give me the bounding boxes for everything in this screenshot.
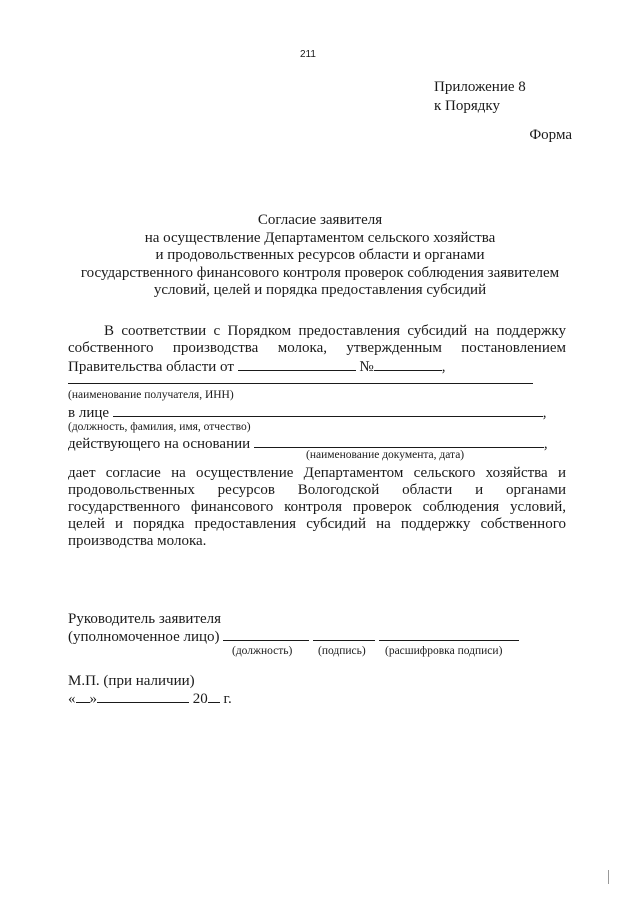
decoding-blank[interactable]: [379, 628, 519, 641]
signature-hint: (подпись): [318, 645, 366, 657]
paragraph-line: В соответствии с Порядком предоставления субсидий на поддержку: [104, 323, 566, 339]
person-label: в лице: [68, 405, 110, 421]
title-line: Согласие заявителя: [257, 212, 383, 228]
resolution-date-line: [68, 358, 566, 376]
quote-close: »: [89, 691, 97, 707]
appendix-line-2: к Порядку: [434, 98, 500, 114]
title-line: условий, целей и порядка предоставления субсидий: [153, 282, 487, 299]
signature-blank[interactable]: [313, 628, 375, 641]
quote-open: «: [68, 691, 76, 707]
basis-label: действующего на основании: [68, 436, 251, 452]
authorized-person-label: (уполномоченное лицо): [68, 629, 220, 645]
consent-line: дает согласие на осуществление Департаментом сельского хозяйства и: [68, 465, 566, 481]
signature-line: [68, 628, 566, 646]
person-hint: (должность, фамилия, имя, отчество): [68, 421, 251, 433]
position-blank[interactable]: [223, 628, 309, 641]
comma: ,: [441, 359, 446, 375]
comma: ,: [543, 436, 548, 452]
year-suffix: г.: [223, 691, 232, 707]
title-line: и продовольственных ресурсов области и органами: [155, 247, 485, 264]
document-title: [0, 212, 640, 300]
comma: ,: [542, 405, 547, 421]
decoding-hint: (расшифровка подписи): [385, 645, 503, 657]
resolution-number-blank[interactable]: [374, 358, 442, 371]
resolution-date-blank[interactable]: [238, 358, 356, 371]
basis-hint: (наименование документа, дата): [306, 449, 465, 461]
year-prefix: 20: [192, 691, 208, 707]
day-blank[interactable]: [76, 690, 90, 703]
appendix-header: [434, 78, 526, 116]
recipient-hint: (наименование получателя, ИНН): [68, 389, 234, 401]
scan-mark: [608, 870, 609, 884]
number-sign: №: [359, 359, 374, 375]
consent-line: продовольственных ресурсов Вологодской области и органами: [68, 482, 566, 498]
consent-line: целей и порядка предоставления субсидий на поддержку собственного: [68, 516, 566, 532]
paragraph-line: собственного производства молока, утвержденным постановлением: [68, 340, 566, 356]
appendix-line-1: Приложение 8: [434, 79, 526, 95]
position-hint: (должность): [232, 645, 293, 657]
signature-title: Руководитель заявителя: [68, 611, 222, 627]
person-line: [68, 404, 566, 422]
date-line: [68, 690, 566, 708]
form-label: Форма: [529, 127, 572, 143]
year-blank[interactable]: [208, 690, 220, 703]
stamp-line: [68, 673, 566, 690]
basis-blank[interactable]: [254, 435, 544, 448]
page-number: 211: [300, 49, 316, 60]
stamp-label: М.П. (при наличии): [68, 673, 195, 689]
resolution-label: Правительства области от: [68, 359, 234, 375]
consent-line: производства молока.: [68, 533, 207, 549]
recipient-blank[interactable]: [68, 383, 533, 384]
month-blank[interactable]: [97, 690, 189, 703]
title-line: государственного финансового контроля проверок соблюдения заявителем: [80, 264, 560, 281]
person-blank[interactable]: [113, 404, 543, 417]
title-line: на осуществление Департаментом сельского хозяйства: [144, 229, 496, 246]
consent-line: государственного финансового контроля проверок соблюдения условий,: [68, 499, 566, 515]
